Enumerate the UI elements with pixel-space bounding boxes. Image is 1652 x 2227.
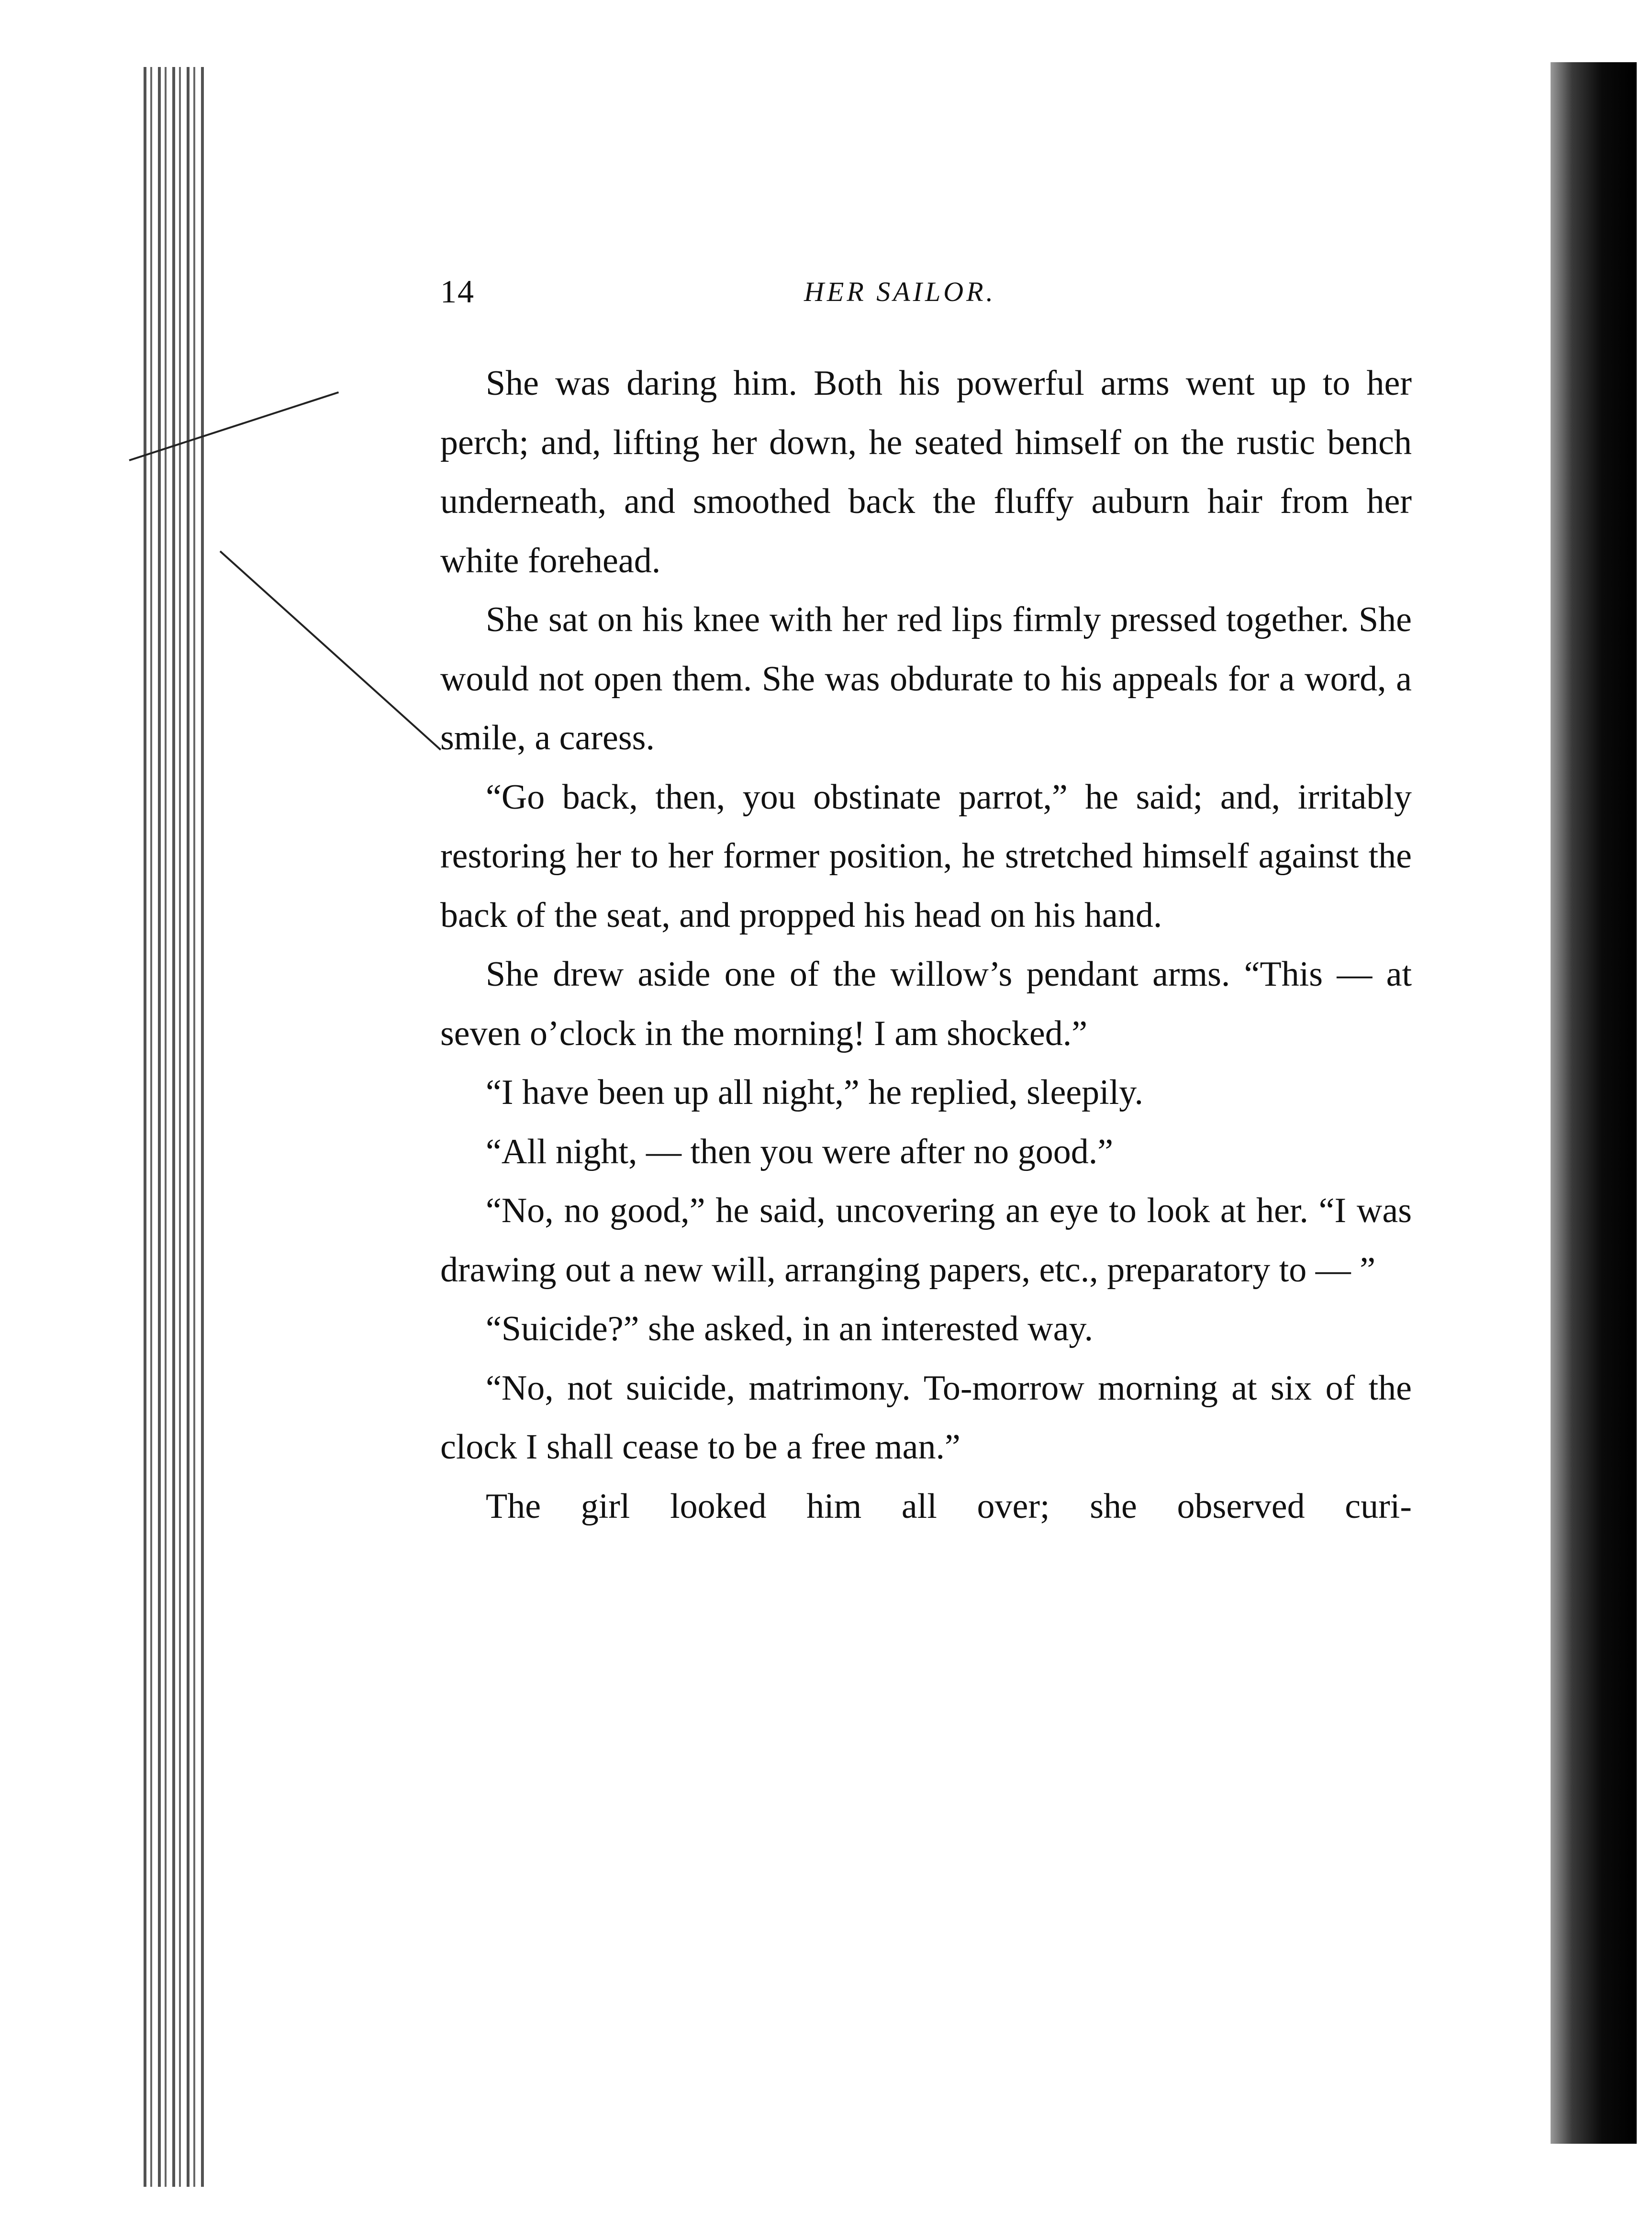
paragraph: The girl looked him all over; she observed curi- <box>486 1486 1412 1526</box>
paragraph: “No, not suicide, matrimony. To-morrow morning at six of the clock I shall cease to be a free man.” <box>440 1368 1412 1467</box>
paragraph: She sat on his knee with her red lips firmly pressed together. She would not open them. She was obdurate to his appeals for a word, a smile, a caress. <box>440 600 1412 757</box>
page-header <box>440 273 1412 316</box>
scan-page-edge-right <box>1551 62 1637 2144</box>
body-text <box>440 354 1412 1536</box>
running-title: HER SAILOR. <box>804 276 996 307</box>
page-number: 14 <box>440 273 475 310</box>
paragraph: “Go back, then, you obstinate parrot,” he said; and, irritably restoring her to her former position, he stretched himself against the back of the seat, and propped his head on his hand. <box>440 777 1412 935</box>
scan-binding-edge-left <box>144 67 206 2187</box>
paragraph: “I have been up all night,” he replied, sleepily. <box>486 1073 1143 1112</box>
pencil-mark <box>220 551 441 751</box>
paragraph: She drew aside one of the willow’s pendant arms. “This — at seven o’clock in the morning! I am shocked.” <box>440 955 1412 1053</box>
paragraph: She was daring him. Both his powerful arms went up to her perch; and, lifting her down, he seated himself on the rustic bench underneath, and smoothed back the fluffy auburn hair from her white forehead. <box>440 364 1412 580</box>
paragraph: “No, no good,” he said, uncovering an eye to look at her. “I was drawing out a new will, arranging papers, etc., preparatory to — ” <box>440 1191 1412 1290</box>
paragraph: “All night, — then you were after no good.” <box>486 1132 1114 1171</box>
paragraph: “Suicide?” she asked, in an interested way. <box>486 1309 1094 1348</box>
